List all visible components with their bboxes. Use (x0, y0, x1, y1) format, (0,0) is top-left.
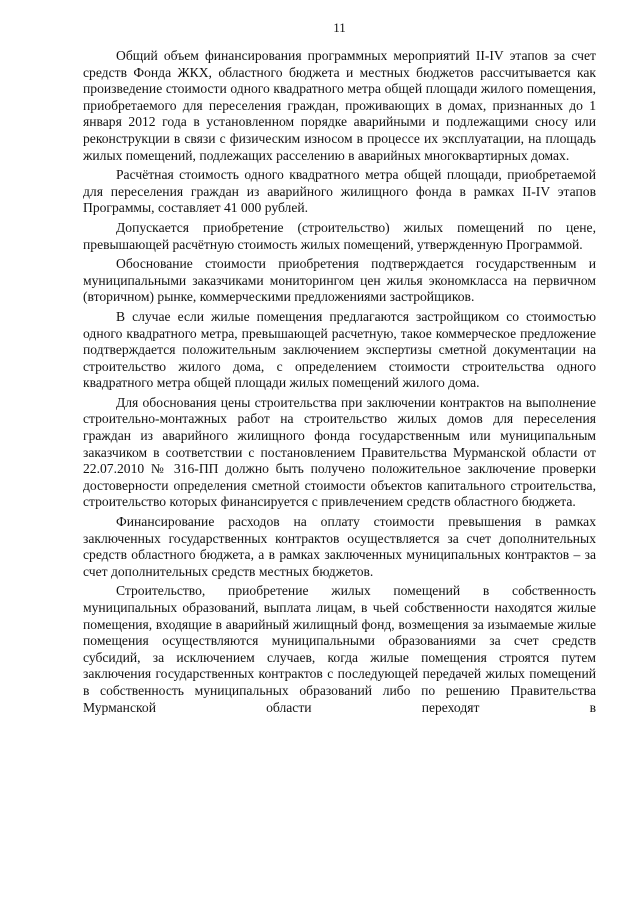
paragraph-excess-financing: Финансирование расходов на оплату стоимости превышения в рамках заключенных государственных контрактов осуществляется за счет дополнительных средств областного бюджета, а в рамках заключенных муниципальных контрактов – за счет дополнительных средств местных бюджетов. (83, 514, 596, 579)
paragraph-construction-price: Для обоснования цены строительства при заключении контрактов на выполнение строительно-монтажных работ на строительство жилых домов для переселения граждан из аварийного жилищного фонда государственным или муниципальным заказчиком в соответствии с постановлением Правительства Мурманской области от 22.07.2010 № 316-ПП должно быть получено положительное заключение проверки достоверности определения сметной стоимости объектов капитального строительства, строительство которых финансируется с привлечением средств областного бюджета. (83, 394, 596, 510)
page-number: 11 (333, 20, 346, 35)
paragraph-allowed-purchase: Допускается приобретение (строительство) жилых помещений по цене, превышающей расчётную стоимость жилых помещений, утвержденную Программой. (83, 219, 596, 252)
paragraph-municipal-construction: Строительство, приобретение жилых помещений в собственность муниципальных образований, выплата лицам, в чьей собственности находятся жилые помещения, входящие в аварийный жилищный фонд, возмещения за изымаемые жилые помещения осуществляются муниципальными образованиями за счет средств субсидий, за исключением случаев, когда жилые помещения строятся путем заключения государственных контрактов с последующей передачей жилых помещений в собственность муниципальных образований либо по решению Правительства Мурманской области переходят в (83, 583, 596, 715)
paragraph-financing-volume: Общий объем финансирования программных мероприятий II-IV этапов за счет средств Фонда ЖКХ, областного бюджета и местных бюджетов рассчитывается как произведение стоимости одного квадратного метра общей площади жилого помещения, приобретаемого для переселения граждан, проживающих в домах, признанных до 1 января 2012 года в установленном порядке аварийными и подлежащими сносу или реконструкции в связи с физическим износом в процессе их эксплуатации, на площадь жилых помещений, подлежащих расселению в аварийных многоквартирных домах. (83, 48, 596, 163)
paragraph-developer-offer: В случае если жилые помещения предлагаются застройщиком со стоимостью одного квадратного метра, превышающей расчетную, такое коммерческое предложение подтверждается положительным заключением экспертизы сметной документации на строительство жилого дома, с определением стоимости строительства одного квадратного метра общей площади жилых помещений жилого дома. (83, 308, 596, 391)
paragraph-calculated-cost: Расчётная стоимость одного квадратного метра общей площади, приобретаемой для переселения граждан из аварийного жилищного фонда в рамках II-IV этапов Программы, составляет 41 000 рублей. (83, 167, 596, 216)
paragraph-cost-justification: Обоснование стоимости приобретения подтверждается государственным и муниципальными заказчиками мониторингом цен жилья экономкласса на первичном (вторичном) рынке, коммерческими предложениями застройщиков. (83, 256, 596, 305)
